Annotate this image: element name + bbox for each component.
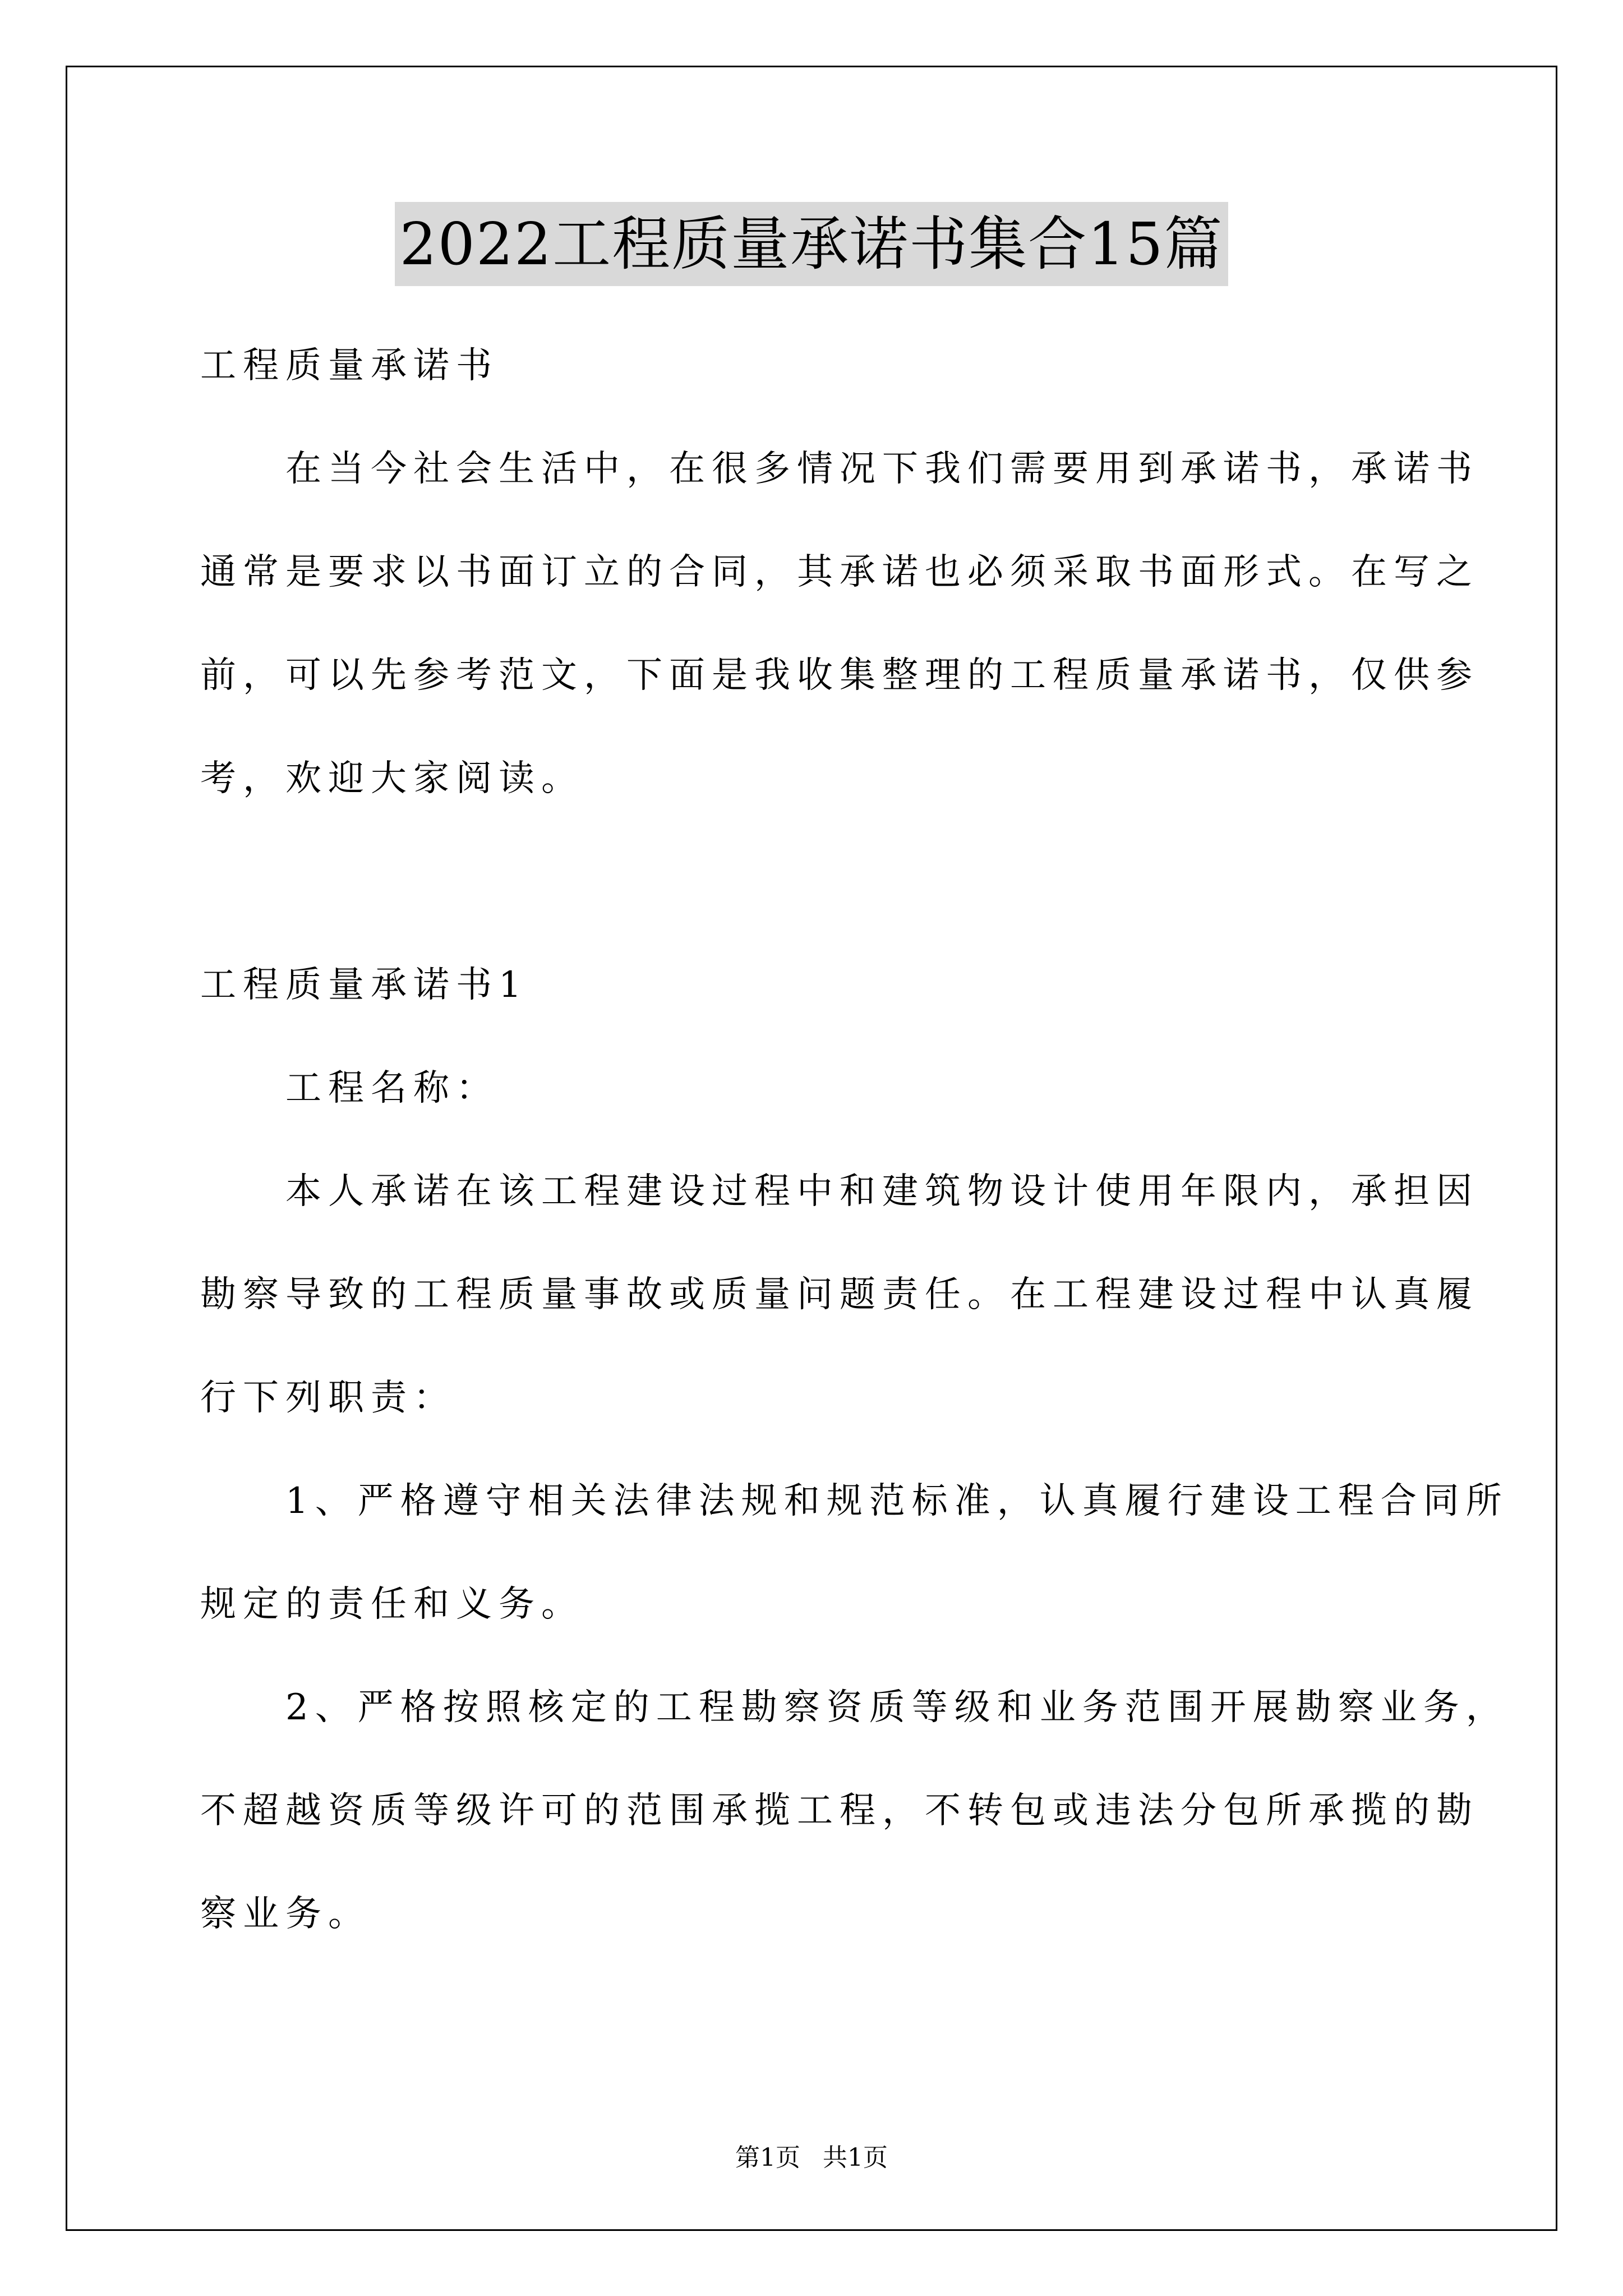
- paragraph-line: 通常是要求以书面订立的合同，其承诺也必须采取书面形式。在写之: [200, 551, 1479, 593]
- paragraph-line: 考，欢迎大家阅读。: [200, 758, 584, 799]
- paragraph-line: 本人承诺在该工程建设过程中和建筑物设计使用年限内，承担因: [200, 1171, 1479, 1212]
- paragraph-line: 1、严格遵守相关法律法规和规范标准，认真履行建设工程合同所: [200, 1480, 1509, 1522]
- paragraph-line: 在当今社会生活中，在很多情况下我们需要用到承诺书，承诺书: [200, 448, 1479, 490]
- paragraph-line: 2、严格按照核定的工程勘察资质等级和业务范围开展勘察业务，: [200, 1687, 1509, 1728]
- document-body: [200, 314, 1509, 1966]
- paragraph-line: 前，可以先参考范文，下面是我收集整理的工程质量承诺书，仅供参: [200, 655, 1479, 696]
- section-heading: 工程质量承诺书: [200, 345, 499, 386]
- paragraph-line: 行下列职责：: [200, 1377, 456, 1419]
- paragraph-line: 勘察导致的工程质量事故或质量问题责任。在工程建设过程中认真履: [200, 1274, 1479, 1315]
- document-title: 2022工程质量承诺书集合15篇: [395, 202, 1228, 286]
- paragraph-line: 规定的责任和义务。: [200, 1584, 584, 1625]
- title-container: [0, 202, 1623, 286]
- page-number: 第1页: [735, 2143, 800, 2172]
- page-total: 共1页: [823, 2143, 888, 2172]
- paragraph-line: 不超越资质等级许可的范围承揽工程，不转包或违法分包所承揽的勘: [200, 1790, 1479, 1832]
- section-heading: 工程质量承诺书1: [200, 964, 528, 1006]
- page-footer: [0, 2137, 1623, 2173]
- blank-line: [200, 830, 1434, 933]
- paragraph-line: 工程名称：: [200, 1068, 499, 1109]
- paragraph-line: 察业务。: [200, 1893, 371, 1935]
